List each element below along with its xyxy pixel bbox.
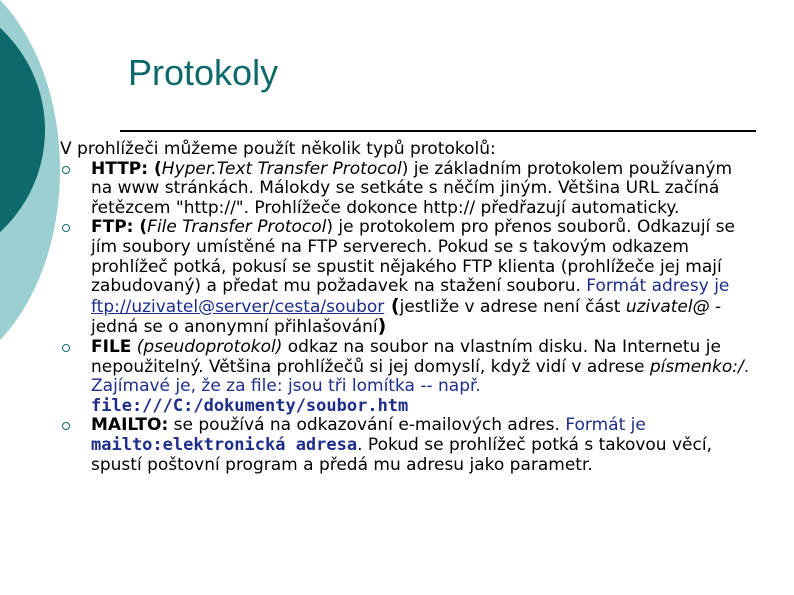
list-item-file xyxy=(60,338,750,416)
file-term: FILE xyxy=(91,336,132,357)
http-paren-close: ) xyxy=(401,158,409,179)
ftp-paren-open: ( xyxy=(133,217,148,238)
ftp-format-label: Formát adresy je xyxy=(586,276,730,297)
ftp-link[interactable]: ftp://uzivatel@server/cesta/soubor xyxy=(91,296,385,317)
ftp-expansion: File Transfer Protocol xyxy=(147,217,327,238)
file-description: odkaz na soubor na vlastním disku. Na Internetu je nepoužitelný. Většina prohlížečů si jej domyslí, když vidí v adrese xyxy=(91,336,721,377)
ftp-note-paren-close: ) xyxy=(377,315,387,338)
ftp-note-text-2: - jedná se o anonymní přihlašování xyxy=(91,296,722,338)
http-term: HTTP: xyxy=(91,158,149,179)
ftp-note-paren-open: ( xyxy=(384,294,400,317)
http-paren-open: ( xyxy=(148,158,162,179)
bullet-icon xyxy=(62,166,70,174)
mailto-term: MAILTO: xyxy=(91,415,169,436)
mailto-code: mailto:elektronická adresa xyxy=(91,434,358,455)
bullet-icon xyxy=(62,344,70,352)
list-item-ftp xyxy=(60,218,750,338)
file-note: . Zajímavé je, že za file: jsou tři lomítka -- např. xyxy=(91,356,750,397)
file-expansion: (pseudoprotokol) xyxy=(131,336,283,357)
list-item-http xyxy=(60,160,750,219)
mailto-description: se používá na odkazování e-mailových adres. xyxy=(168,415,566,436)
list-item-mailto xyxy=(60,416,750,475)
mailto-format-label: Formát je xyxy=(565,415,646,436)
slide-body xyxy=(60,140,750,475)
bullet-icon xyxy=(62,422,70,430)
bullet-icon xyxy=(62,224,70,232)
ftp-note-text: jestliže v adrese není část xyxy=(399,296,626,317)
mailto-description-2: . Pokud se prohlížeč potká s takovou věcí, spustí poštovní program a předá mu adresu jako parametr. xyxy=(91,434,712,475)
ftp-term: FTP: xyxy=(91,217,134,238)
protocol-list xyxy=(60,160,750,476)
file-example: file:///C:/dokumenty/soubor.htm xyxy=(91,395,409,416)
slide-title: Protokoly xyxy=(128,52,279,93)
ftp-user-part: uzivatel@ xyxy=(625,296,710,317)
ftp-paren-close: ) xyxy=(326,217,334,238)
http-description: je základním protokolem používaným na www stránkách. Málokdy se setkáte s něčím jiným. Většina URL začíná řetězcem "http://". Prohlížeče dokonce http:// předřazují automaticky. xyxy=(91,158,733,218)
file-drive: písmenko:/ xyxy=(649,356,744,377)
http-expansion: Hyper.Text Transfer Protocol xyxy=(161,158,402,179)
intro-text: V prohlížeči můžeme použít několik typů protokolů: xyxy=(60,139,496,159)
ftp-description: je protokolem pro přenos souborů. Odkazují se jím soubory umístěné na FTP serverech. Pokud se s takovým odkazem prohlížeč potká, pokusí se spustit nějakého FTP klienta (prohlížeče jej mají zabudovaný) a předat mu požadavek na stažení souboru. xyxy=(91,217,735,297)
title-divider xyxy=(120,130,756,132)
